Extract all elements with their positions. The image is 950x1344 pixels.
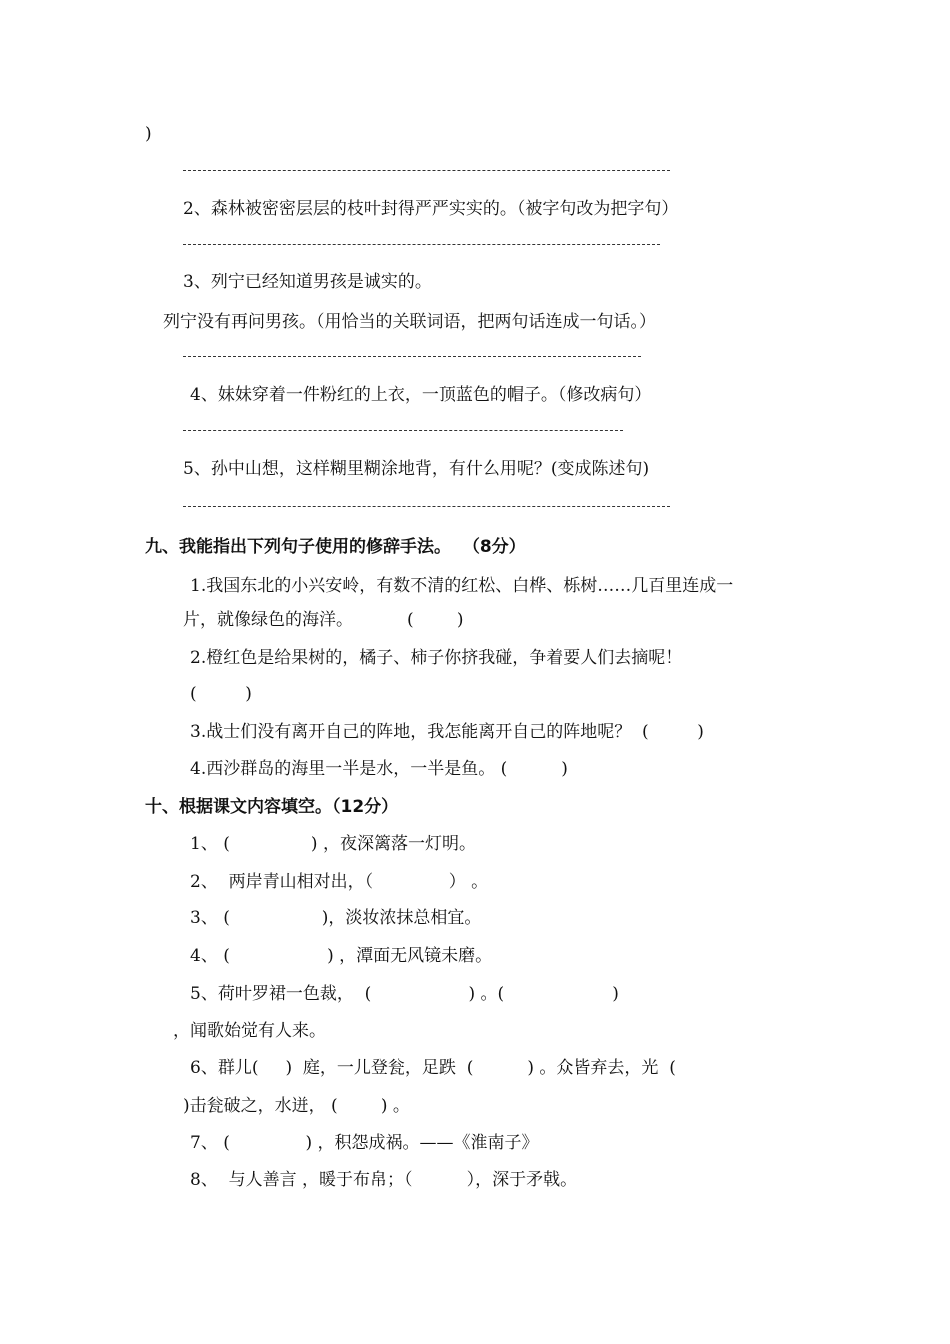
section-10-title: 十、根据课文内容填空。（12分） [145, 797, 399, 817]
question-9-4: 4.西沙群岛的海里一半是水，一半是鱼。 ( ) [190, 759, 568, 779]
question-10-1: 1、 ( ) ，夜深篱落一灯明。 [190, 834, 476, 854]
question-10-8: 8、 与人善言 ，暖于布帛；（ ），深于矛戟。 [190, 1170, 578, 1190]
question-10-5-line-a: 5、荷叶罗裙一色裁， ( ) 。( ) [190, 984, 619, 1004]
question-10-7: 7、 ( ) ，积怨成祸。——《淮南子》 [190, 1133, 539, 1153]
answer-line [183, 506, 670, 507]
question-10-6-line-a: 6、群儿( ) 庭，一儿登瓮，足跌 ( ) 。众皆弃去，光 ( [190, 1058, 676, 1078]
question-10-2: 2、 两岸青山相对出，（ ） 。 [190, 872, 489, 892]
question-10-4: 4、 ( ) ，潭面无风镜未磨。 [190, 946, 493, 966]
question-8-2: 2、森林被密密层层的枝叶封得严严实实的。（被字句改为把字句） [183, 199, 679, 219]
answer-line [183, 430, 623, 431]
answer-line [183, 244, 660, 245]
question-8-3-sentence-b: 列宁没有再问男孩。（用恰当的关联词语，把两句话连成一句话。） [163, 312, 656, 332]
question-10-3: 3、 ( )，淡妆浓抹总相宜。 [190, 908, 482, 928]
question-9-2-line-b: ( ) [190, 684, 252, 704]
section-9-title: 九、我能指出下列句子使用的修辞手法。 （8分） [145, 537, 526, 557]
question-9-1-line-b: 片，就像绿色的海洋。 ( ) [183, 610, 464, 630]
answer-line [183, 356, 641, 357]
question-8-3-sentence-a: 3、列宁已经知道男孩是诚实的。 [183, 272, 432, 292]
question-9-3: 3.战士们没有离开自己的阵地，我怎能离开自己的阵地呢？ ( ) [190, 722, 704, 742]
answer-line [183, 170, 670, 171]
question-fragment-paren: ) [145, 124, 152, 144]
question-8-4: 4、妹妹穿着一件粉红的上衣，一顶蓝色的帽子。（修改病句） [190, 385, 652, 405]
question-9-1-line-a: 1.我国东北的小兴安岭，有数不清的红松、白桦、栎树……几百里连成一 [190, 576, 734, 596]
question-9-2-line-a: 2.橙红色是给果树的，橘子、柿子你挤我碰，争着要人们去摘呢！ [190, 648, 683, 668]
question-10-6-line-b: )击瓮破之，水迸， ( ) 。 [183, 1096, 410, 1116]
question-10-5-line-b: ，闻歌始觉有人来。 [173, 1021, 326, 1041]
question-8-5: 5、孙中山想，这样糊里糊涂地背，有什么用呢？(变成陈述句) [183, 459, 650, 479]
